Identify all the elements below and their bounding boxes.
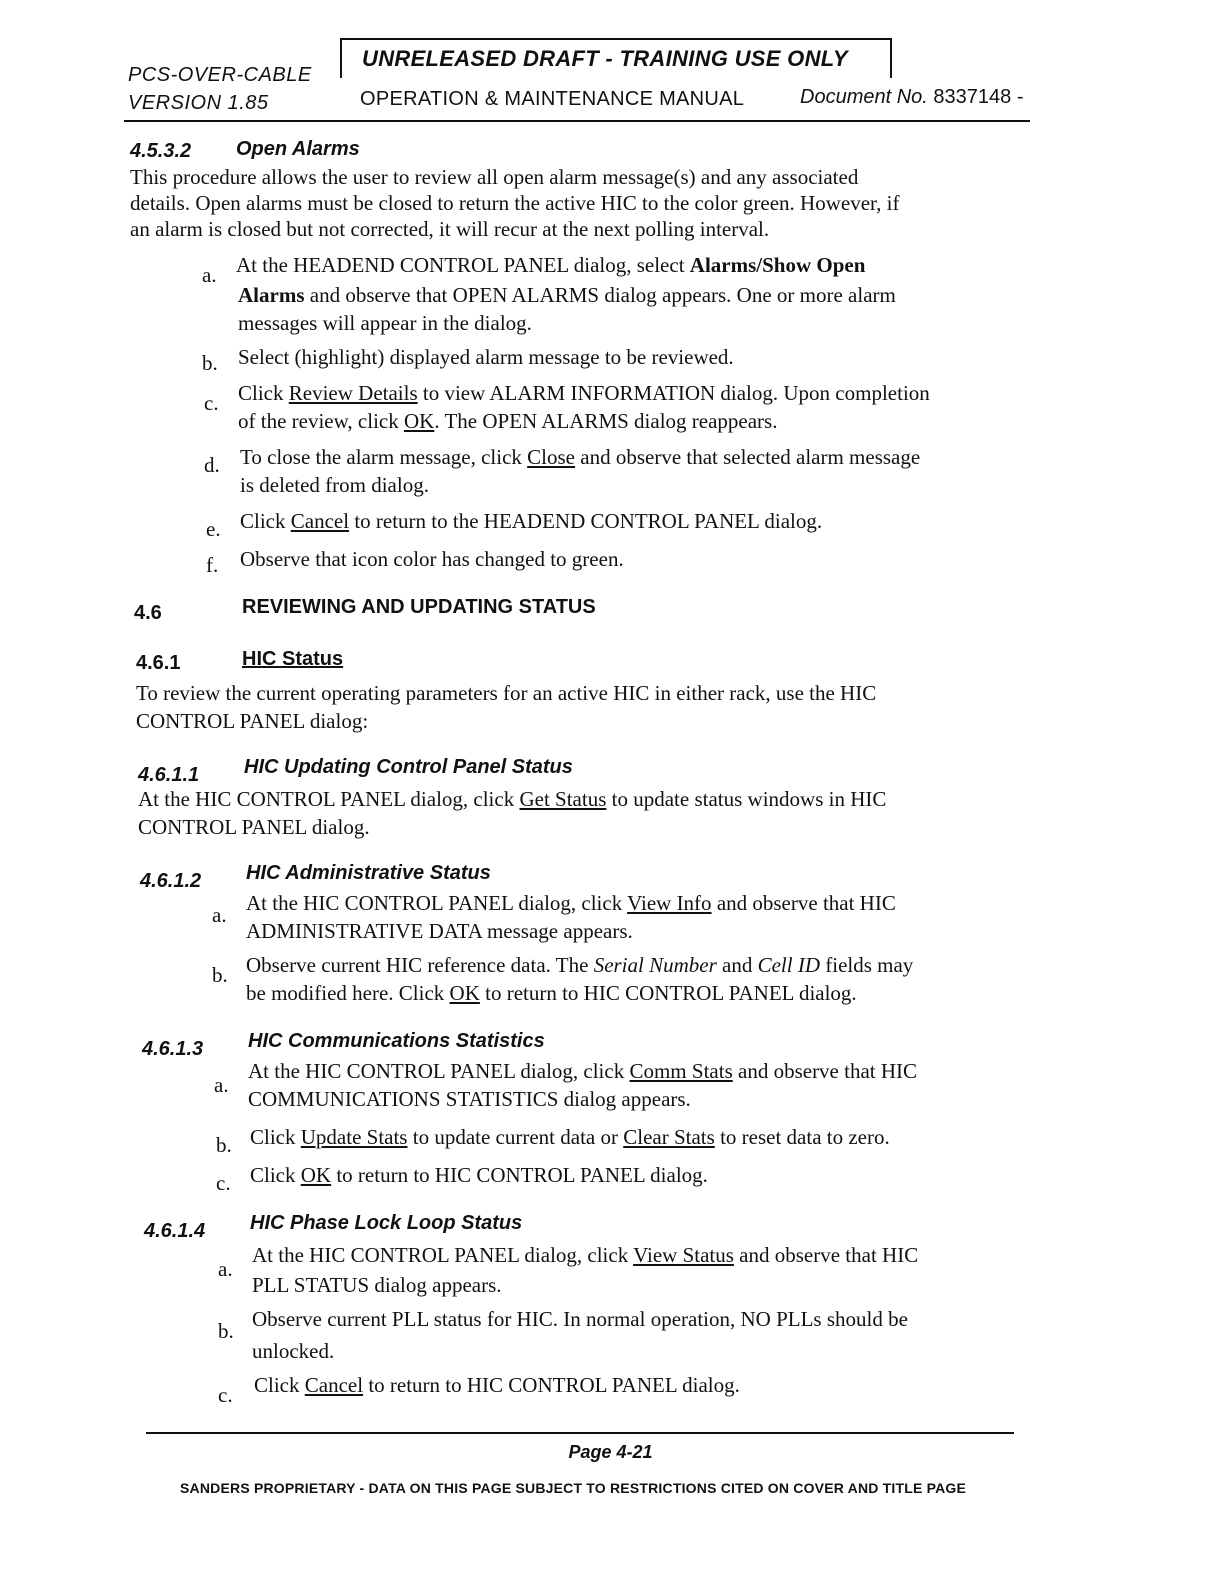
document-label: Document No. bbox=[800, 86, 928, 108]
list-item: unlocked. bbox=[252, 1339, 335, 1363]
paragraph-line: CONTROL PANEL dialog: bbox=[136, 709, 369, 733]
list-item: At the HIC CONTROL PANEL dialog, click View Status and observe that HIC bbox=[252, 1243, 919, 1267]
section-number: 4.6.1.1 bbox=[138, 764, 200, 786]
paragraph-line: This procedure allows the user to review all open alarm message(s) and any associated bbox=[130, 165, 859, 189]
list-letter: c. bbox=[216, 1171, 231, 1195]
list-item: Alarms and observe that OPEN ALARMS dialog appears. One or more alarm bbox=[238, 283, 896, 307]
menu-path: Alarms/Show Open bbox=[689, 253, 866, 277]
paragraph-line: At the HIC CONTROL PANEL dialog, click Get Status to update status windows in HIC bbox=[138, 787, 887, 811]
section-title: HIC Updating Control Panel Status bbox=[244, 756, 573, 778]
list-item: Observe current HIC reference data. The Serial Number and Cell ID fields may bbox=[246, 953, 914, 977]
draft-banner: UNRELEASED DRAFT - TRAINING USE ONLY bbox=[362, 46, 848, 71]
paragraph-line: details. Open alarms must be closed to return the active HIC to the color green. However, if bbox=[130, 191, 900, 215]
list-letter: c. bbox=[204, 391, 219, 415]
list-letter: a. bbox=[214, 1073, 229, 1097]
close-button[interactable]: Close bbox=[527, 445, 576, 469]
ok-button[interactable]: OK bbox=[403, 409, 435, 433]
list-letter: b. bbox=[216, 1133, 232, 1157]
section-title: HIC Communications Statistics bbox=[248, 1030, 545, 1052]
document-number bbox=[800, 86, 1023, 109]
get-status-button[interactable]: Get Status bbox=[519, 787, 607, 811]
list-item: Click Update Stats to update current data or Clear Stats to reset data to zero. bbox=[250, 1125, 890, 1149]
list-letter: b. bbox=[212, 963, 228, 987]
cancel-button[interactable]: Cancel bbox=[290, 509, 350, 533]
cancel-button[interactable]: Cancel bbox=[304, 1373, 364, 1397]
product-version: VERSION 1.85 bbox=[128, 92, 269, 114]
list-item: messages will appear in the dialog. bbox=[238, 311, 532, 335]
list-item: Observe that icon color has changed to green. bbox=[240, 547, 624, 571]
list-item: To close the alarm message, click Close and observe that selected alarm message bbox=[240, 445, 921, 469]
review-details-button[interactable]: Review Details bbox=[288, 381, 418, 405]
list-item: be modified here. Click OK to return to HIC CONTROL PANEL dialog. bbox=[246, 981, 857, 1005]
section-title: REVIEWING AND UPDATING STATUS bbox=[242, 596, 596, 618]
list-item: Click Cancel to return to HIC CONTROL PANEL dialog. bbox=[254, 1373, 740, 1397]
list-item: Click Review Details to view ALARM INFORMATION dialog. Upon completion bbox=[238, 381, 930, 405]
manual-title: OPERATION & MAINTENANCE MANUAL bbox=[360, 88, 745, 110]
list-item: Click OK to return to HIC CONTROL PANEL dialog. bbox=[250, 1163, 708, 1187]
list-item: COMMUNICATIONS STATISTICS dialog appears. bbox=[248, 1087, 691, 1111]
section-number: 4.6.1.3 bbox=[142, 1038, 204, 1060]
list-letter: a. bbox=[202, 263, 217, 287]
list-item: Observe current PLL status for HIC. In normal operation, NO PLLs should be bbox=[252, 1307, 908, 1331]
menu-path: Alarms bbox=[238, 283, 305, 307]
section-number: 4.6.1 bbox=[136, 652, 181, 674]
ok-button[interactable]: OK bbox=[449, 981, 480, 1005]
list-letter: a. bbox=[212, 903, 227, 927]
page-number: Page 4-21 bbox=[568, 1442, 653, 1462]
footer-rule bbox=[146, 1432, 1014, 1434]
list-letter: d. bbox=[204, 453, 220, 477]
header-rule bbox=[124, 120, 1030, 122]
list-item: Click Cancel to return to the HEADEND CONTROL PANEL dialog. bbox=[240, 509, 823, 533]
list-letter: b. bbox=[218, 1319, 234, 1343]
paragraph-line: To review the current operating parameters for an active HIC in either rack, use the HIC bbox=[136, 681, 877, 705]
paragraph-line: CONTROL PANEL dialog. bbox=[138, 815, 370, 839]
document-number-value: 8337148 - bbox=[933, 86, 1024, 108]
list-item: ADMINISTRATIVE DATA message appears. bbox=[246, 919, 633, 943]
section-title: HIC Phase Lock Loop Status bbox=[250, 1212, 523, 1234]
list-letter: e. bbox=[206, 517, 221, 541]
section-number: 4.5.3.2 bbox=[130, 140, 192, 162]
list-item: PLL STATUS dialog appears. bbox=[252, 1273, 502, 1297]
section-title: Open Alarms bbox=[236, 138, 360, 160]
paragraph-line: an alarm is closed but not corrected, it will recur at the next polling interval. bbox=[130, 217, 770, 241]
product-name: PCS-OVER-CABLE bbox=[128, 64, 312, 86]
ok-button[interactable]: OK bbox=[300, 1163, 332, 1187]
section-number: 4.6.1.4 bbox=[144, 1220, 206, 1242]
section-title: HIC Status bbox=[242, 648, 344, 670]
section-number: 4.6.1.2 bbox=[140, 870, 202, 892]
list-item: Select (highlight) displayed alarm message to be reviewed. bbox=[238, 345, 734, 369]
list-letter: f. bbox=[206, 553, 219, 577]
comm-stats-button[interactable]: Comm Stats bbox=[629, 1059, 733, 1083]
list-letter: b. bbox=[202, 351, 218, 375]
list-letter: a. bbox=[218, 1257, 233, 1281]
section-title: HIC Administrative Status bbox=[246, 862, 491, 884]
view-info-button[interactable]: View Info bbox=[627, 891, 712, 915]
view-status-button[interactable]: View Status bbox=[633, 1243, 734, 1267]
clear-stats-button[interactable]: Clear Stats bbox=[623, 1125, 715, 1149]
list-letter: c. bbox=[218, 1383, 233, 1407]
list-item: of the review, click OK. The OPEN ALARMS dialog reappears. bbox=[238, 409, 778, 433]
list-item: At the HIC CONTROL PANEL dialog, click Comm Stats and observe that HIC bbox=[248, 1059, 918, 1083]
proprietary-notice: SANDERS PROPRIETARY - DATA ON THIS PAGE SUBJECT TO RESTRICTIONS CITED ON COVER AND TITLE PAGE bbox=[180, 1480, 967, 1496]
update-stats-button[interactable]: Update Stats bbox=[300, 1125, 408, 1149]
list-item: At the HEADEND CONTROL PANEL dialog, select Alarms/Show Open bbox=[236, 253, 866, 277]
list-item: is deleted from dialog. bbox=[240, 473, 429, 497]
list-item: At the HIC CONTROL PANEL dialog, click View Info and observe that HIC bbox=[246, 891, 896, 915]
section-number: 4.6 bbox=[134, 602, 162, 624]
